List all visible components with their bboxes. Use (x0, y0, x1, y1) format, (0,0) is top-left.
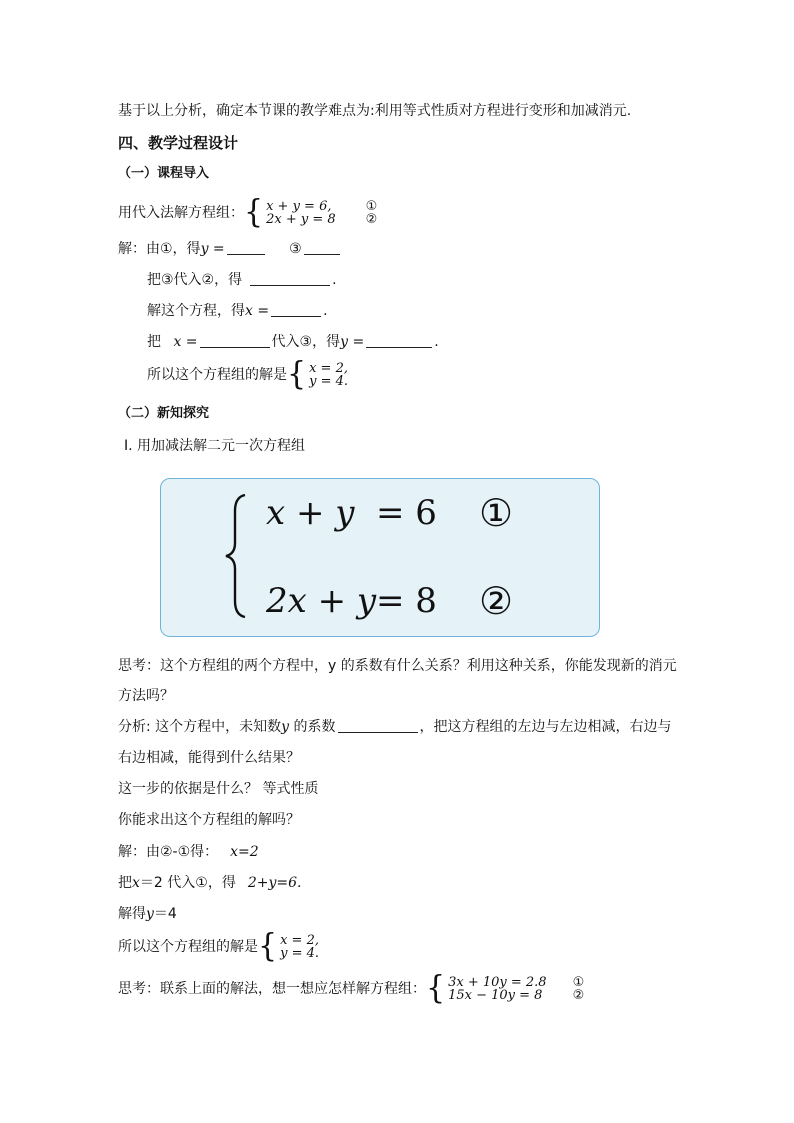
solution-step-1 (118, 239, 342, 259)
equation-system-1 (244, 194, 378, 231)
think2-prefix: 思考：联系上面的解法，想一想应怎样解方程组： (118, 981, 426, 997)
blank-7 (338, 718, 418, 733)
step2-end: . (332, 272, 337, 288)
step-end: ＝4 (153, 906, 177, 922)
analysis-mid: 的系数 (289, 719, 336, 735)
large-brace-icon (223, 491, 253, 621)
analysis-suffix: ，把这方程组的左边与左边相减，右边与 (419, 719, 672, 735)
analysis-basis: 这一步的依据是什么？ 等式性质 (118, 781, 319, 797)
step-prefix: 解：由②-①得： (118, 844, 219, 860)
solution-row-2: y = 4. (280, 946, 319, 961)
brace-symbol: { (287, 356, 307, 393)
equation-system-box (160, 478, 600, 637)
solution-system-2 (258, 928, 319, 965)
solution-system (287, 356, 348, 393)
step1-mark: ③ (289, 241, 302, 257)
solution-step-3 (147, 301, 328, 321)
substitution-question (118, 194, 378, 231)
system1-eq1: x + y = 6, (266, 199, 332, 214)
big-eq2-lhs: 2x + y (266, 581, 377, 621)
brace-symbol: { (426, 970, 446, 1007)
think2-line (118, 970, 585, 1007)
system3-mark2: ② (572, 988, 585, 1003)
solution-step-5 (147, 356, 348, 393)
think1-line2: 方法吗？ (118, 688, 174, 704)
step-math: x=2 (230, 844, 259, 860)
step-prefix: 把 (118, 875, 132, 891)
analysis-line2: 右边相减，能得到什么结果？ (118, 750, 300, 766)
step-math-x: x (132, 875, 140, 891)
analysis-prefix: 分析: 这个方程中，未知数 (118, 719, 282, 735)
step3-end: . (323, 303, 328, 319)
analysis-step-4 (118, 928, 319, 965)
analysis-var: y (281, 719, 290, 735)
big-mark-2: ② (479, 579, 514, 623)
solution-row-1: x = 2, (280, 933, 319, 948)
blank-5 (200, 333, 270, 348)
section-title: 四、教学过程设计 (118, 134, 239, 152)
brace-symbol: { (258, 928, 278, 965)
brace-symbol: { (244, 194, 264, 231)
system3-mark1: ① (572, 975, 585, 990)
step4-var2: y (340, 334, 349, 350)
solution-row-2: y = 4. (309, 374, 348, 389)
step-prefix: 所以这个方程组的解是 (118, 939, 258, 955)
step-math: y (146, 906, 154, 922)
subsection-intro-title: （一）课程导入 (118, 166, 210, 181)
analysis-ask: 你能求出这个方程组的解吗？ (118, 812, 300, 828)
solution-step-2 (147, 270, 337, 290)
solution-step-4 (147, 332, 439, 352)
step2-text: 把③代入②，得 (147, 272, 243, 288)
step5-text: 所以这个方程组的解是 (147, 367, 287, 383)
system1-mark1: ① (365, 199, 378, 214)
analysis-step-1 (118, 842, 259, 862)
big-eq2-rhs: = 8 (376, 581, 437, 621)
question-prefix: 用代入法解方程组： (118, 205, 244, 221)
system1-mark2: ② (365, 212, 378, 227)
equation-system-3 (426, 970, 585, 1007)
step-prefix: 解得 (118, 906, 146, 922)
step-math: 2+y=6. (247, 875, 302, 891)
big-mark-1: ① (479, 491, 514, 535)
solution-row-1: x = 2, (309, 361, 348, 376)
step1-eq: = (208, 241, 225, 257)
blank-6 (366, 333, 432, 348)
step1-var: y (200, 241, 209, 257)
blank-1 (227, 240, 265, 255)
step1-text: 解：由①，得 (118, 241, 201, 257)
think1-line1: 思考：这个方程组的两个方程中，y 的系数有什么关系？利用这种关系，你能发现新的消元 (118, 658, 677, 674)
step4-text: 把 (147, 334, 161, 350)
difficulty-text: 基于以上分析，确定本节课的教学难点为:利用等式性质对方程进行变形和加减消元. (118, 103, 632, 119)
step4-var: x (173, 334, 182, 350)
analysis-step-2 (118, 873, 301, 893)
big-eq1-lhs: x + y (266, 493, 355, 533)
system3-eq1: 3x + 10y = 2.8 (448, 975, 547, 990)
blank-2 (304, 240, 340, 255)
step4-end: . (434, 334, 439, 350)
explore-item-1: Ⅰ. 用加减法解二元一次方程组 (124, 438, 306, 454)
analysis-line1 (118, 717, 672, 737)
blank-3 (250, 271, 330, 286)
step3-eq: = (252, 303, 270, 319)
subsection-explore-title: （二）新知探究 (118, 406, 210, 421)
blank-4 (271, 302, 321, 317)
system3-eq2: 15x − 10y = 8 (448, 988, 543, 1003)
step3-var: x (245, 303, 253, 319)
step3-text: 解这个方程，得 (147, 303, 245, 319)
step-mid: ＝2 代入①，得 (139, 875, 236, 891)
system1-eq2: 2x + y = 8 (266, 212, 336, 227)
step4-eq: = (181, 334, 198, 350)
analysis-step-3 (118, 904, 177, 924)
step4-eq2: = (348, 334, 365, 350)
big-eq1-rhs: = 6 (376, 493, 437, 533)
step4-mid: 代入③，得 (271, 334, 341, 350)
